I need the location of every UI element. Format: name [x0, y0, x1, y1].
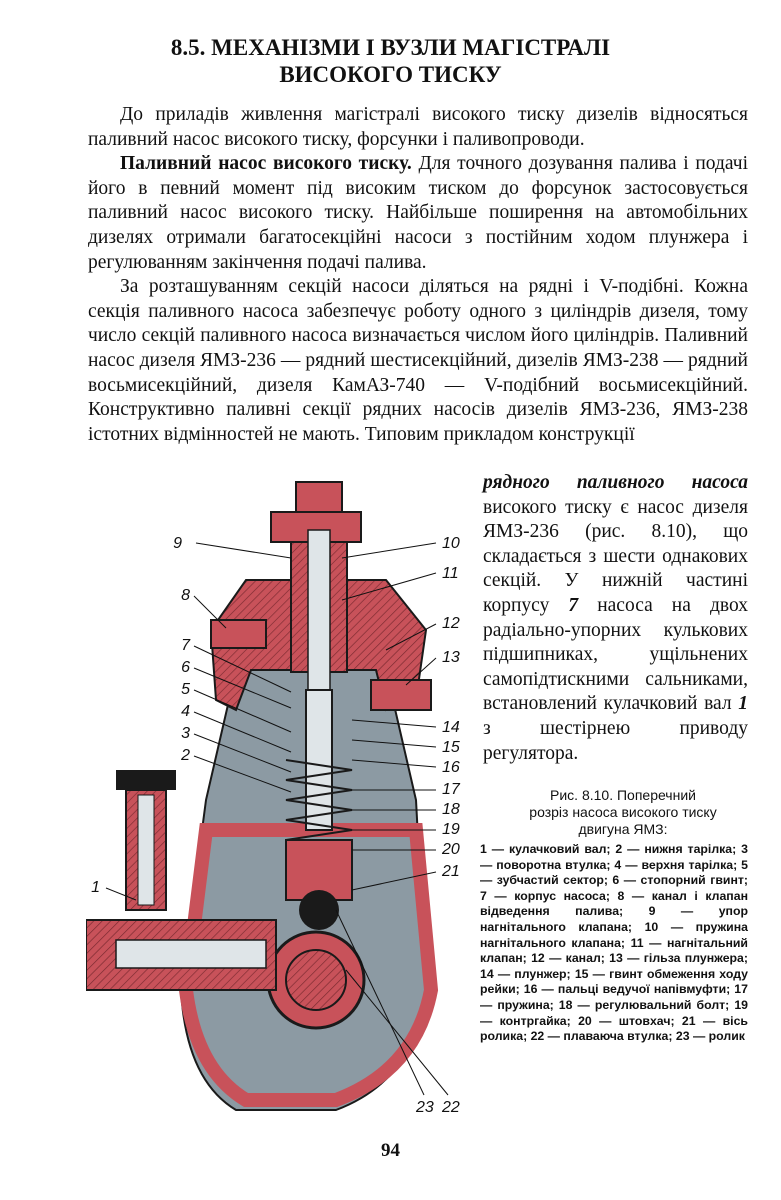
- label-10: 10: [442, 535, 460, 552]
- pump-cross-section-figure: [86, 470, 481, 1130]
- wrap-text-3: з шестірнею приводу регулятора.: [483, 717, 748, 764]
- label-20: 20: [442, 841, 460, 858]
- italic-term: рядного паливного насоса: [483, 472, 748, 493]
- wrap-text-1: високого тиску є насос дизеля ЯМЗ-236 (рис. 8.10), що складається з шести однакових секцій. У нижній частині корпусу: [483, 496, 748, 616]
- figure-caption-line1: Рис. 8.10. Поперечний: [550, 787, 696, 803]
- paragraph-2: [88, 152, 748, 275]
- label-14: 14: [442, 719, 460, 736]
- label-6: 6: [181, 659, 190, 676]
- figure-caption-line3: двигуна ЯМЗ:: [578, 821, 668, 837]
- section-title: [0, 34, 781, 88]
- label-5: 5: [181, 681, 190, 698]
- paragraph-2-text: Для точного дозування палива і подачі його в певний момент під високим тиском до форсунок застосовується паливний насос високого тиску. Найбільше поширення на автомобільних дизелях отримали багатосекційні насоси з постійним ходом плунжера і регулюванням закінчення подачі палива.: [88, 153, 749, 273]
- label-15: 15: [442, 739, 460, 756]
- paragraph-1: До приладів живлення магістралі високого тиску дизелів відносяться паливний насос високого тиску, форсунки і паливопроводи.: [88, 104, 748, 150]
- label-3: 3: [181, 725, 190, 742]
- paragraph-2-heading: Паливний насос високого тиску.: [120, 153, 412, 175]
- ref-7: 7: [568, 594, 579, 616]
- body-text: [88, 103, 748, 447]
- wrap-text: [483, 471, 748, 766]
- label-17: 17: [442, 781, 460, 798]
- label-18: 18: [442, 801, 460, 818]
- label-16: 16: [442, 759, 460, 776]
- label-13: 13: [442, 649, 460, 666]
- label-1: 1: [91, 879, 100, 896]
- ref-1: 1: [738, 693, 748, 715]
- figure-caption: [483, 787, 763, 838]
- label-4: 4: [181, 703, 190, 720]
- figure-legend: 1 — кулачковий вал; 2 — нижня тарілка; 3 — поворотна втулка; 4 — верхня тарілка; 5 — зубчастий сектор; 6 — стопорний гвинт; 7 — корпус насоса; 8 — канал і клапан відведення палива; 9 — упор нагнітального клапана; 10 — пружина нагнітального клапана; 11 — нагнітальний клапан; 12 — канал; 13 — гільза плунжера; 14 — плунжер; 15 — гвинт обмеження ходу рейки; 16 — пальці ведучої напівмуфти; 17 — пружина; 18 — регулювальний болт; 19 — контргайка; 20 — штовхач; 21 — вісь ролика; 22 — плаваюча втулка; 23 — ролик: [480, 842, 748, 1044]
- label-21: 21: [442, 863, 460, 880]
- label-19: 19: [442, 821, 460, 838]
- section-title-line2: ВИСОКОГО ТИСКУ: [279, 62, 502, 87]
- label-8: 8: [181, 587, 190, 604]
- label-12: 12: [442, 615, 460, 632]
- label-9: 9: [173, 535, 182, 552]
- wrap-text-2: насоса на двох радіально-упорних кулькових підшипниках, ущільнених самопідтискними сальниками, встановлений кулачковий вал: [483, 594, 748, 715]
- label-22: 22: [442, 1099, 460, 1116]
- pump-drawing: [86, 470, 481, 1130]
- figure-caption-line2: розріз насоса високого тиску: [529, 804, 717, 820]
- paragraph-3: За розташуванням секцій насоси діляться на рядні і V-подібні. Кожна секція паливного насоса забезпечує роботу одного з циліндрів дизеля, тому число секцій паливного насоса визначається числом його циліндрів. Паливний насос дизеля ЯМЗ-236 — рядний шестисекційний, дизелів ЯМЗ-238 — рядний восьмисекційний, дизеля КамАЗ-740 — V-подібний восьмисекційний. Конструктивно паливні секції рядних насосів дизелів ЯМЗ-236, ЯМЗ-238 істотних відмінностей не мають. Типовим прикладом конструкції: [88, 276, 748, 445]
- label-11: 11: [442, 565, 459, 582]
- section-title-line1: 8.5. МЕХАНІЗМИ І ВУЗЛИ МАГІСТРАЛІ: [170, 35, 611, 60]
- label-2: 2: [181, 747, 190, 764]
- label-23: 23: [416, 1099, 434, 1116]
- label-7: 7: [181, 637, 190, 654]
- page-number: 94: [381, 1140, 400, 1161]
